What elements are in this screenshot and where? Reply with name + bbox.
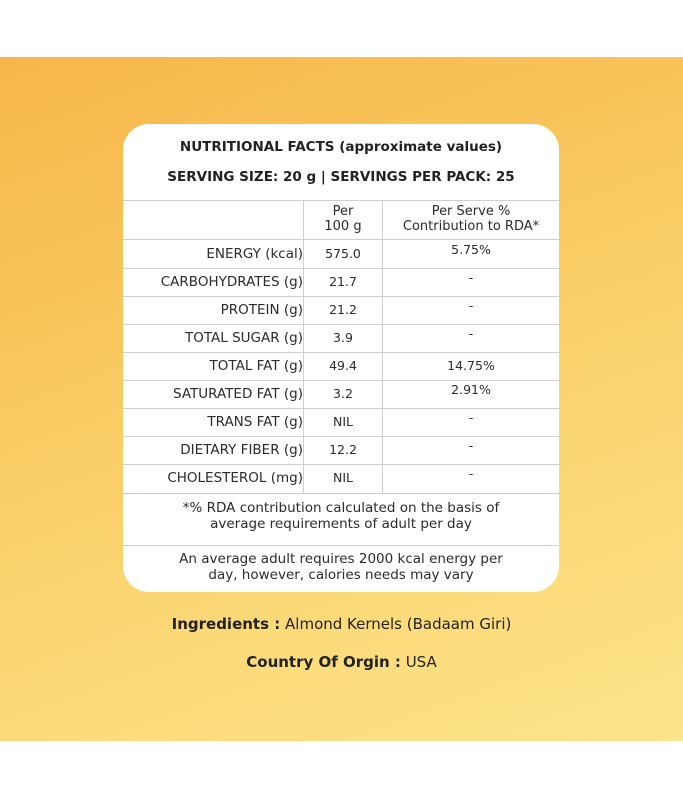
- origin-value: USA: [405, 653, 437, 671]
- nutrient-name: CHOLESTEROL (mg): [167, 470, 303, 486]
- per-100g-value: NIL: [332, 470, 353, 485]
- nutrient-name: SATURATED FAT (g): [173, 386, 303, 402]
- ingredients-line: [0, 615, 683, 633]
- per-100g-value: 49.4: [329, 358, 357, 373]
- per-100g-value: 21.2: [329, 302, 357, 317]
- rda-header: Per Serve % Contribution to RDA*: [402, 204, 540, 234]
- ingredients-value: Almond Kernels (Badaam Giri): [285, 615, 512, 633]
- per-100g-value: NIL: [332, 414, 353, 429]
- rda-value: -: [468, 466, 474, 481]
- nutrient-name: TRANS FAT (g): [207, 414, 303, 430]
- per-100g-value: 3.9: [333, 330, 353, 345]
- note-divider: [123, 545, 559, 546]
- per-100g-value: 3.2: [333, 386, 353, 401]
- rda-value: -: [468, 326, 474, 341]
- rda-value: -: [468, 438, 474, 453]
- per-100g-value: 575.0: [325, 246, 361, 261]
- nutrient-name: CARBOHYDRATES (g): [160, 274, 303, 290]
- nutrient-name: PROTEIN (g): [220, 302, 303, 318]
- rda-value: -: [468, 410, 474, 425]
- nutrition-facts-card: [123, 124, 559, 592]
- nutrient-name: TOTAL FAT (g): [209, 358, 303, 374]
- origin-line: [0, 653, 683, 671]
- table-bottom-rule: [123, 493, 559, 494]
- background-panel: [0, 57, 683, 741]
- ingredients-label: Ingredients :: [171, 615, 281, 633]
- rda-value: 2.91%: [451, 382, 491, 397]
- energy-note: An average adult requires 2000 kcal energy per day, however, calories needs may vary: [179, 551, 503, 583]
- nutrient-name: ENERGY (kcal): [206, 246, 303, 262]
- table-top-rule: [123, 200, 559, 201]
- rda-value: -: [468, 270, 474, 285]
- nutrient-name: TOTAL SUGAR (g): [184, 330, 303, 346]
- nutrition-title: NUTRITIONAL FACTS (approximate values): [179, 139, 503, 155]
- rda-value: 5.75%: [451, 242, 491, 257]
- rda-note: *% RDA contribution calculated on the basis of average requirements of adult per day: [182, 500, 500, 532]
- per-100g-header: Per 100 g: [324, 204, 362, 234]
- nutrient-name: DIETARY FIBER (g): [180, 442, 303, 458]
- serving-size: SERVING SIZE: 20 g | SERVINGS PER PACK: 25: [167, 169, 515, 185]
- rda-value: 14.75%: [447, 358, 495, 373]
- per-100g-value: 21.7: [329, 274, 357, 289]
- rda-value: -: [468, 298, 474, 313]
- origin-label: Country Of Orgin :: [246, 653, 401, 671]
- per-100g-value: 12.2: [329, 442, 357, 457]
